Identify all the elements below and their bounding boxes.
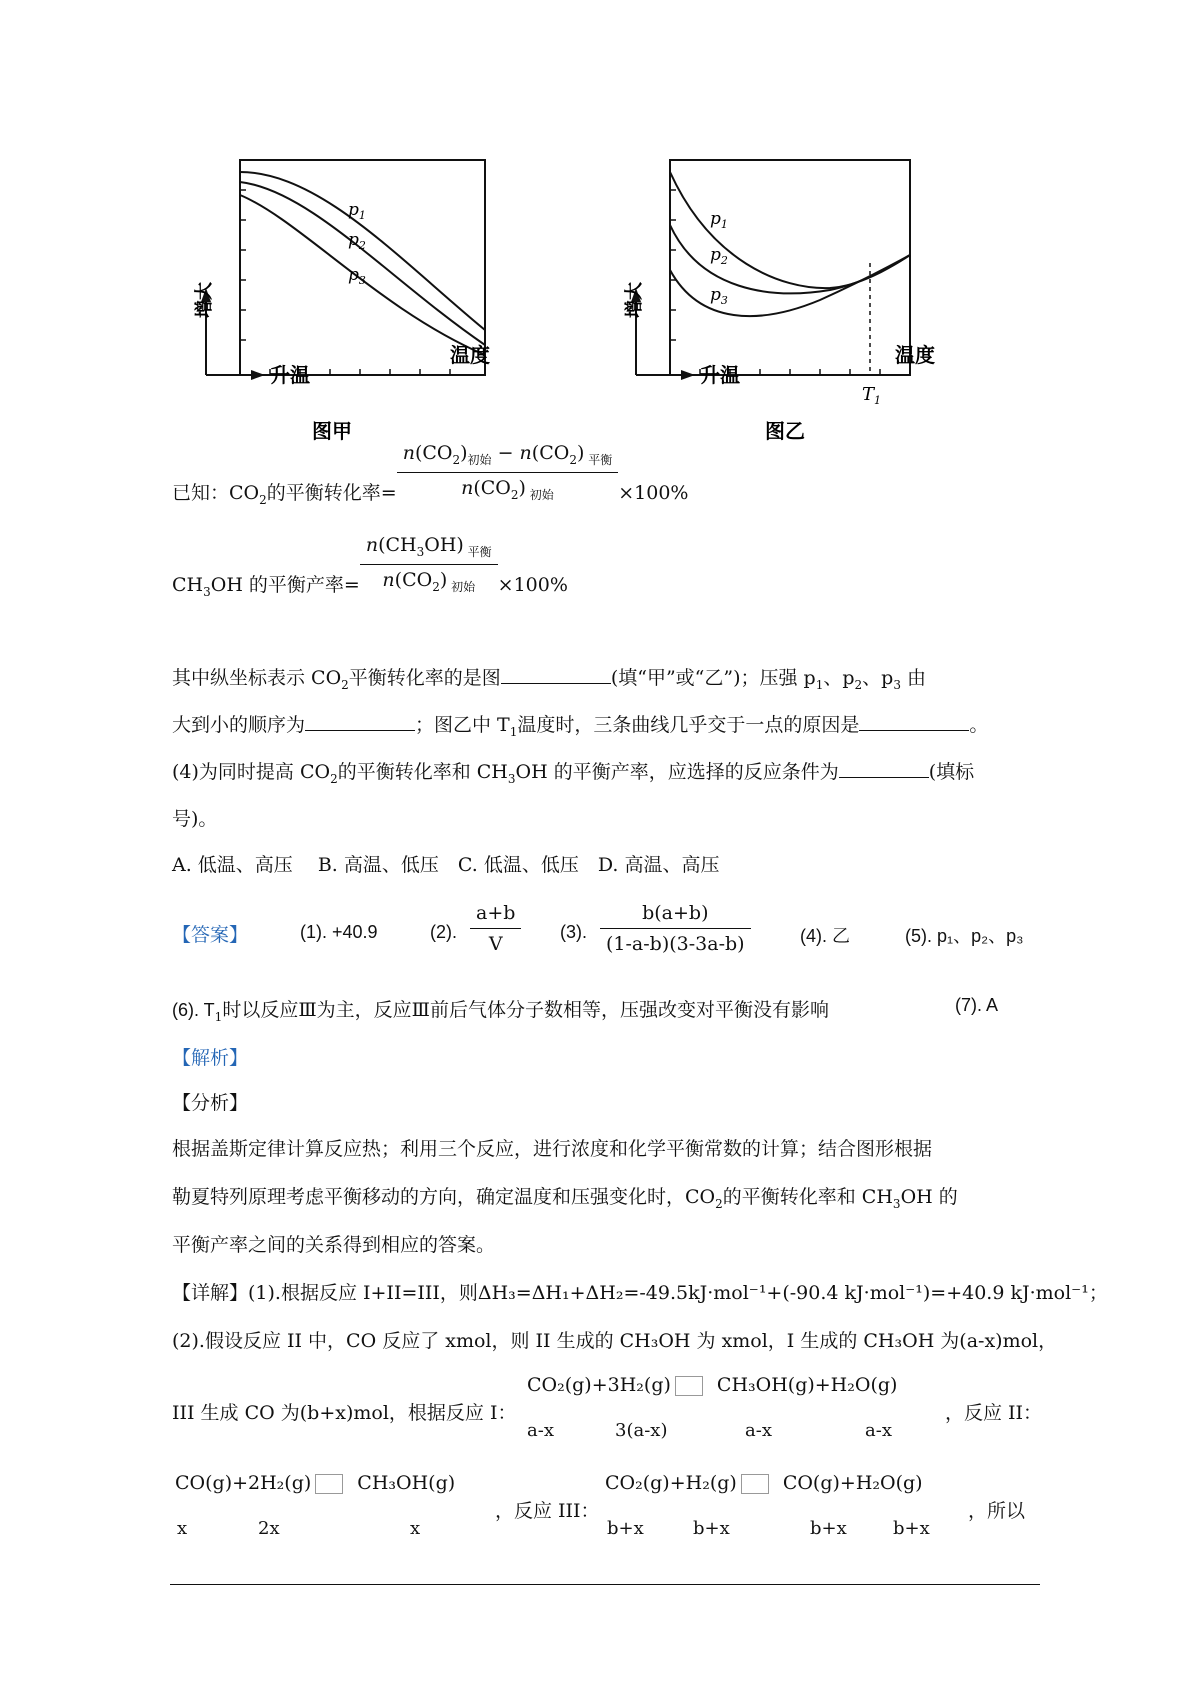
curve-p2 — [240, 182, 485, 345]
co2-conversion-formula: 已知：$CO_2$的平衡转化率= $\frac{n(CO_2)_{初始} - n(CO_2) _{平衡}}{n(CO_2) _{初始}}$ ×100% — [172, 441, 689, 507]
curve-p3 — [670, 255, 910, 316]
answer-2-fraction: $\frac{a+b}{V}$ — [470, 902, 521, 955]
reaction2-bottom-2: 2x — [258, 1518, 280, 1539]
figure-yi — [624, 150, 960, 450]
reaction3-bottom-3: b+x — [810, 1518, 847, 1539]
reaction3-bottom-4: b+x — [893, 1518, 930, 1539]
caption-jia: 图甲 — [312, 419, 352, 443]
reaction2-top: CO(g)+2H₂(g) CH₃OH(g) — [175, 1472, 456, 1494]
label-p1: $p_1$ — [710, 209, 728, 231]
question3-line2: 大到小的顺序为 ；图乙中 $T_1$温度时，三条曲线几乎交于一点的原因是 。 — [172, 714, 989, 739]
analysis-p2: 勒夏特列原理考虑平衡移动的方向，确定温度和压强变化时，$CO_2$的平衡转化率和 $CH_3OH$ 的 — [172, 1186, 958, 1211]
answer-tag: 【答案】 — [172, 924, 249, 946]
detail-line4-a: ，反应 III： — [495, 1500, 600, 1522]
equilibrium-arrow-icon — [315, 1474, 343, 1494]
label-p2: $p_2$ — [710, 245, 728, 267]
answer-1: (1). +40.9 — [300, 922, 378, 942]
y-axis-label: 增大 — [194, 282, 215, 318]
x-axis-label: 温度 — [895, 343, 935, 367]
detail-line4-b: ，所以 — [968, 1500, 1026, 1522]
x-arrow-label: 升温 — [700, 363, 740, 387]
reaction1-bottom-1: a-x — [527, 1420, 554, 1441]
reaction3-bottom-1: b+x — [607, 1518, 644, 1539]
label-p1: $p_1$ — [348, 200, 366, 222]
analysis-p3: 平衡产率之间的关系得到相应的答案。 — [172, 1234, 496, 1256]
question4-line1: (4)为同时提高 $CO_2$的平衡转化率和 $CH_3OH$ 的平衡产率，应选择的反应条件为 (填标 — [172, 761, 975, 786]
answer-2-label: (2). — [430, 922, 457, 942]
t1-label: $T_1$ — [862, 384, 882, 407]
reaction2-bottom-1: x — [177, 1518, 188, 1539]
answer-4: (4). 乙 — [800, 926, 851, 946]
detail-line2: (2).假设反应 II 中，CO 反应了 xmol，则 II 生成的 CH₃OH 为 xmol，I 生成的 CH₃OH 为(a-x)mol， — [172, 1330, 1058, 1352]
reaction1-bottom-3: a-x — [745, 1420, 772, 1441]
label-p3: $p_3$ — [710, 285, 728, 307]
detail-line1: 【详解】(1).根据反应 I+II=III，则ΔH₃=ΔH₁+ΔH₂=-49.5kJ·mol⁻¹+(-90.4 kJ·mol⁻¹)=+40.9 kJ·mol⁻¹； — [172, 1282, 1108, 1304]
reaction3-bottom-2: b+x — [693, 1518, 730, 1539]
reaction1-bottom-2: 3(a-x) — [615, 1420, 668, 1441]
equilibrium-arrow-icon — [741, 1474, 769, 1494]
curve-p1 — [670, 172, 910, 288]
equilibrium-arrow-icon — [675, 1376, 703, 1396]
reaction1-bottom-4: a-x — [865, 1420, 892, 1441]
reaction1-top: CO₂(g)+3H₂(g) CH₃OH(g)+H₂O(g) — [527, 1374, 898, 1396]
answer-5: (5). p₁、p₂、p₃ — [905, 926, 1024, 946]
question4-line2: 号)。 — [172, 808, 218, 830]
question3-line1: 其中纵坐标表示 $CO_2$平衡转化率的是图 (填“甲”或“乙”)；压强 $p_1$、$p_2$、$p_3$ 由 — [172, 667, 927, 692]
x-arrow-label: 升温 — [270, 363, 310, 387]
question4-options: A. 低温、高压 B. 高温、低压 C. 低温、低压 D. 高温、高压 — [172, 854, 720, 876]
y-axis-label: 增大 — [624, 282, 645, 318]
answer-3-fraction: $\frac{b(a+b)}{(1-a-b)(3-3a-b)}$ — [600, 902, 751, 955]
detail-line3-b: ，反应 II： — [945, 1402, 1043, 1424]
answer-6: (6). $T_1$时以反应Ⅲ为主，反应Ⅲ前后气体分子数相等，压强改变对平衡没有影响 — [172, 999, 829, 1024]
label-p3: $p_3$ — [348, 265, 366, 287]
detail-line3-a: III 生成 CO 为(b+x)mol，根据反应 I： — [172, 1402, 517, 1424]
footer-rule — [170, 1584, 1040, 1585]
reaction3-top: CO₂(g)+H₂(g) CO(g)+H₂O(g) — [605, 1472, 923, 1494]
ch3oh-yield-formula: $CH_3OH$ 的平衡产率= $\frac{n(CH_3OH) _{平衡}}{n(CO_2) _{初始}}$ ×100% — [172, 533, 568, 599]
caption-yi: 图乙 — [765, 419, 805, 443]
figure-jia — [194, 150, 530, 445]
analysis-p1: 根据盖斯定律计算反应热；利用三个反应，进行浓度和化学平衡常数的计算；结合图形根据 — [172, 1138, 933, 1160]
x-axis-label: 温度 — [450, 343, 490, 367]
analysis-tag: 【解析】 — [172, 1047, 249, 1069]
label-p2: $p_2$ — [348, 230, 366, 252]
answer-3-label: (3). — [560, 922, 587, 942]
answer-7: (7). A — [955, 995, 999, 1015]
reaction2-bottom-3: x — [410, 1518, 421, 1539]
analysis-subtag: 【分析】 — [172, 1092, 249, 1114]
